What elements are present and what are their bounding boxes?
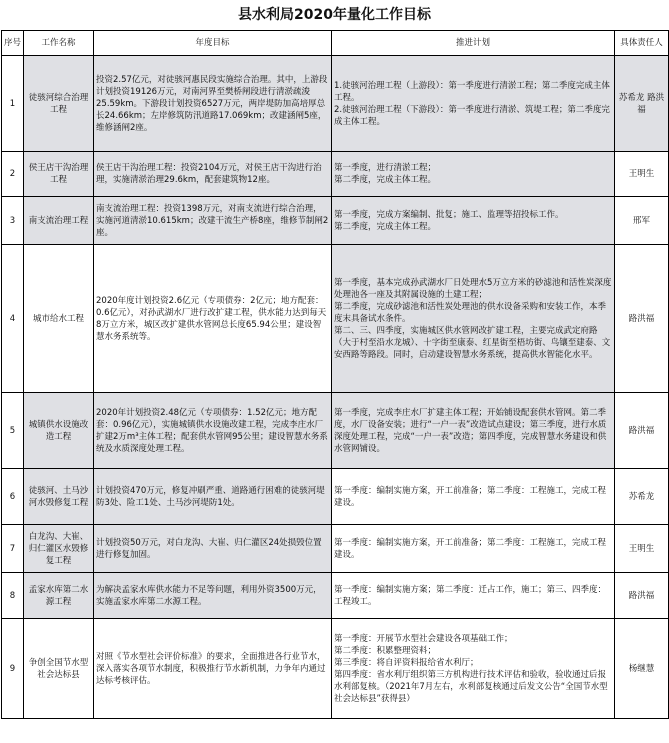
header-name: 工作名称 (24, 31, 94, 56)
row-name: 侯王店干沟治理工程 (24, 152, 94, 197)
table-row (2, 152, 669, 197)
row-target: 计划投资470万元，修复冲刷严重、道路通行困难的徒骇河堤防3处、险工1处、土马沙河堤防1处。 (94, 469, 332, 525)
row-name: 徒骇河综合治理工程 (24, 56, 94, 152)
row-target: 为解决孟家水库供水能力不足等问题，利用外资3500万元，实施孟家水库第二水源工程。 (94, 573, 332, 619)
row-plan: 第一季度：编制实施方案，开工前准备；第二季度：工程施工，完成工程建设。 (332, 525, 615, 573)
table-row (2, 469, 669, 525)
row-target: 2020年度计划投资2.6亿元（专项债券：2亿元；地方配套：0.6亿元），对孙武湖水厂进行改扩建工程，供水能力达到每天8万立方米，城区改扩建供水管网总长度65.94公里；建设智慧水务系统等。 (94, 245, 332, 393)
table-row (2, 56, 669, 152)
row-person: 路洪福 (615, 393, 669, 469)
row-no: 3 (2, 197, 24, 245)
row-target: 南支流治理工程：投资1398万元，对南支流进行综合治理，实施河道清淤10.615km；改建干流生产桥8座，维修节制闸2座。 (94, 197, 332, 245)
row-name: 白龙沟、大崔、归仁灌区水毁修复工程 (24, 525, 94, 573)
row-person: 王明生 (615, 525, 669, 573)
header-plan: 推进计划 (332, 31, 615, 56)
row-person: 邢军 (615, 197, 669, 245)
row-plan: 第一季度，进行清淤工程； 第二季度，完成主体工程。 (332, 152, 615, 197)
row-no: 7 (2, 525, 24, 573)
table-row (2, 245, 669, 393)
row-person: 王明生 (615, 152, 669, 197)
row-person: 路洪福 (615, 573, 669, 619)
row-target: 侯王店干沟治理工程：投资2104万元，对侯王店干沟进行治理，实施清淤治理29.6km，配套建筑物12座。 (94, 152, 332, 197)
row-plan: 第一季度：编制实施方案，开工前准备；第二季度：工程施工，完成工程建设。 (332, 469, 615, 525)
table-row (2, 619, 669, 719)
row-name: 孟家水库第二水源工程 (24, 573, 94, 619)
row-no: 4 (2, 245, 24, 393)
row-name: 争创全国节水型社会达标县 (24, 619, 94, 719)
row-no: 2 (2, 152, 24, 197)
row-person: 苏希龙 (615, 469, 669, 525)
row-plan: 第一季度，完成李庄水厂扩建主体工程；开始铺设配套供水管网。第二季度，水厂设备安装；进行“一户一表”改造试点建设；第三季度，进行水质深度处理工程，完成“一户一表”改造；第四季度，完成智慧水务建设和供水管网铺设。 (332, 393, 615, 469)
row-plan: 第一季度，完成方案编制、批复；施工、监理等招投标工作。 第二季度，完成主体工程。 (332, 197, 615, 245)
row-name: 城镇供水设施改造工程 (24, 393, 94, 469)
row-plan: 第一季度：开展节水型社会建设各项基础工作； 第二季度：积累整理资料； 第三季度：将自评资料报给省水利厅； 第四季度：省水利厅组织第三方机构进行技术评估和验收，验收通过后报水利部复核。（2021年7月左右，水利部复核通过后发文公告“全国节水型社会达标县”获得县） (332, 619, 615, 719)
row-target: 对照《节水型社会评价标准》的要求，全面推进各行业节水，深入落实各项节水制度，积极推行节水新机制，力争年内通过达标考核评估。 (94, 619, 332, 719)
row-target: 投资2.57亿元，对徒骇河惠民段实施综合治理。其中，上游段计划投资19126万元，对南河界至樊桥闸段进行清淤疏浚25.59km。下游段计划投资6527万元，两岸堤防加高培厚总长24.66km；左岸修筑防汛道路17.069km；改建涵闸5座，维修涵闸2座。 (94, 56, 332, 152)
table-header-row (2, 31, 669, 56)
header-person: 具体责任人 (615, 31, 669, 56)
page-title: 县水利局2020年量化工作目标 (238, 7, 431, 23)
row-person: 杨继慧 (615, 619, 669, 719)
row-no: 8 (2, 573, 24, 619)
row-name: 城市给水工程 (24, 245, 94, 393)
header-no: 序号 (2, 31, 24, 56)
row-name: 南支流治理工程 (24, 197, 94, 245)
row-name: 徒骇河、土马沙河水毁修复工程 (24, 469, 94, 525)
header-target: 年度目标 (94, 31, 332, 56)
row-plan: 1.徒骇河治理工程（上游段）：第一季度进行清淤工程；第二季度完成主体工程。 2.徒骇河治理工程（下游段）：第一季度进行清淤、筑堤工程；第二季度完成主体工程。 (332, 56, 615, 152)
row-person: 苏希龙 路洪福 (615, 56, 669, 152)
row-plan: 第一季度：编制实施方案；第二季度：迁占工作，施工；第三、四季度：工程竣工。 (332, 573, 615, 619)
row-target: 计划投资50万元，对白龙沟、大崔、归仁灌区24处损毁位置进行修复加固。 (94, 525, 332, 573)
table-row (2, 197, 669, 245)
row-no: 1 (2, 56, 24, 152)
row-no: 9 (2, 619, 24, 719)
row-plan: 第一季度，基本完成孙武湖水厂日处理水5万立方米的砂滤池和活性炭深度处理池各一座及其附属设施的土建工程； 第二季度，完成砂滤池和活性炭处理池的供水设备采购和安装工作，本季度末具备试水条件。 第二、三、四季度，实施城区供水管网改扩建工程，主要完成武定府路（大于村至沿水龙城）、十字街至康泰、红星街至梧坊街、鸟镶至建泰、文安西路等路段。同时，启动建设智慧水务系统，提高供水智能化水平。 (332, 245, 615, 393)
row-no: 6 (2, 469, 24, 525)
table-row (2, 525, 669, 573)
goals-table (1, 30, 669, 719)
table-row (2, 573, 669, 619)
table-row (2, 393, 669, 469)
row-target: 2020年计划投资2.48亿元（专项债券：1.52亿元；地方配套：0.96亿元），实施城镇供水设施改建工程，完成李庄水厂扩建2万m³主体工程；配套供水管网95公里；建设智慧水务系统及水质深度处理工程。 (94, 393, 332, 469)
row-no: 5 (2, 393, 24, 469)
row-person: 路洪福 (615, 245, 669, 393)
